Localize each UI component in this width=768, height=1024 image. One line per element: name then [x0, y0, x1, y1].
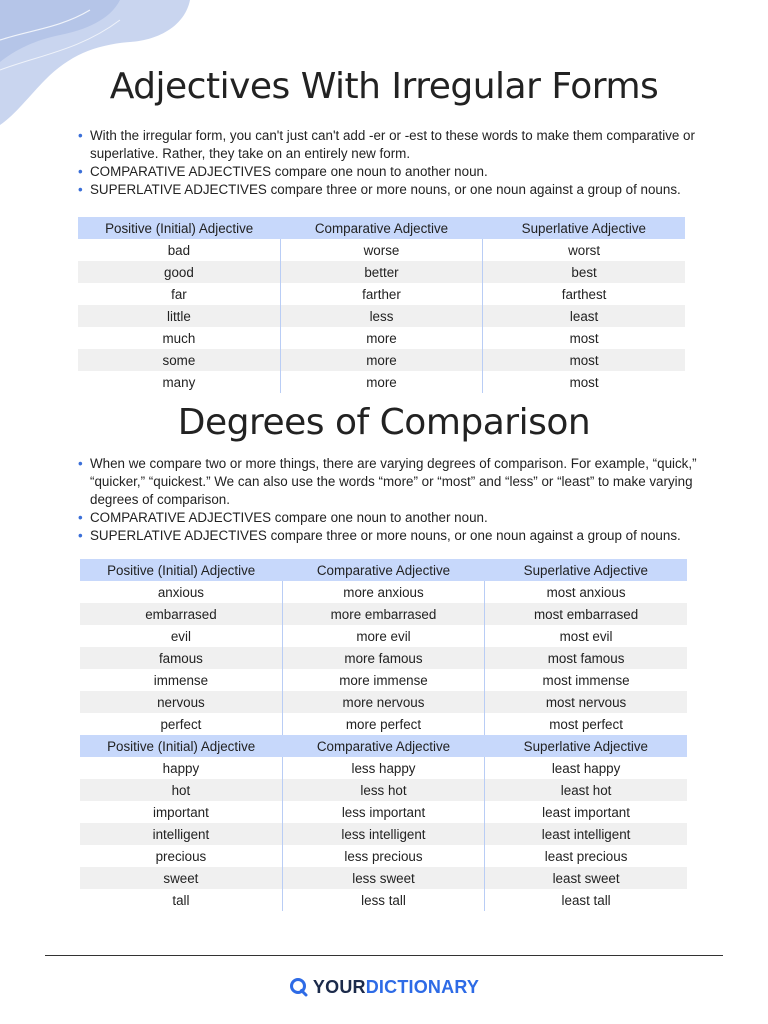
magnifier-q-icon	[289, 977, 309, 997]
table-row	[78, 305, 685, 327]
bullet-item: • With the irregular form, you can't just can't add -er or -est to these words to make them comparative or superlative. Rather, they take on an entirely new form.	[78, 127, 698, 163]
cell-superlative: least important	[485, 801, 687, 823]
cell-positive: precious	[155, 848, 207, 864]
cell-superlative: most perfect	[485, 713, 687, 735]
cell-comparative: less intelligent	[282, 823, 484, 845]
cell-superlative: least	[483, 305, 685, 327]
cell-comparative: less tall	[282, 889, 484, 911]
intro-bullets-degrees	[78, 455, 698, 545]
decorative-wave-shape	[0, 0, 200, 130]
cell-positive: intelligent	[80, 823, 282, 845]
cell-superlative: most anxious	[485, 581, 687, 603]
cell-comparative: more	[280, 371, 482, 393]
cell-comparative: less happy	[282, 757, 484, 779]
cell-positive: perfect	[160, 716, 202, 732]
column-header-superlative: Superlative Adjective	[485, 559, 687, 581]
logo-text-your: YOUR	[312, 976, 366, 997]
cell-superlative: most	[483, 349, 685, 371]
table-row	[78, 239, 685, 261]
bullet-item: • When we compare two or more things, there are varying degrees of comparison. For example, “quick,” “quicker,” “quickest.” We can also use the words “more” or “most” and “less” or “least” to make varying degrees of comparison.	[78, 455, 698, 509]
footer-divider	[45, 955, 723, 956]
table-row	[78, 349, 685, 371]
cell-comparative: more perfect	[282, 713, 484, 735]
cell-positive: far	[171, 286, 187, 302]
column-header-superlative: Superlative Adjective	[485, 735, 687, 757]
column-header-comparative: Comparative Adjective	[280, 217, 482, 239]
table-row	[80, 757, 687, 779]
table-row	[80, 845, 687, 867]
bullet-item: • COMPARATIVE ADJECTIVES compare one noun to another noun.	[78, 163, 698, 181]
cell-positive: many	[162, 374, 196, 390]
cell-comparative: more famous	[282, 647, 484, 669]
cell-superlative: least precious	[485, 845, 687, 867]
cell-positive: anxious	[157, 584, 204, 600]
cell-comparative: less sweet	[282, 867, 484, 889]
cell-superlative: worst	[483, 239, 685, 261]
cell-superlative: most	[483, 327, 685, 349]
table-row	[78, 261, 685, 283]
table-subheader-row	[80, 735, 687, 757]
cell-positive: nervous	[80, 691, 282, 713]
table-row	[80, 647, 687, 669]
cell-comparative: worse	[280, 239, 482, 261]
column-header-positive: Positive (Initial) Adjective	[80, 735, 282, 757]
cell-superlative: best	[483, 261, 685, 283]
cell-superlative: most immense	[485, 669, 687, 691]
table-header-row	[78, 217, 685, 239]
table-header-row	[80, 559, 687, 581]
table-row	[80, 779, 687, 801]
cell-positive: little	[78, 305, 280, 327]
cell-comparative: more	[280, 349, 482, 371]
cell-superlative: least happy	[485, 757, 687, 779]
cell-comparative: less important	[282, 801, 484, 823]
cell-comparative: more immense	[282, 669, 484, 691]
cell-comparative: more embarrased	[282, 603, 484, 625]
cell-superlative: farthest	[483, 283, 685, 305]
column-header-comparative: Comparative Adjective	[282, 735, 484, 757]
section-title-degrees: Degrees of Comparison	[177, 402, 591, 443]
logo-text-dictionary: DICTIONARY	[365, 976, 480, 997]
bullet-item: • SUPERLATIVE ADJECTIVES compare three or more nouns, or one noun against a group of nouns.	[78, 527, 698, 545]
cell-positive: much	[162, 330, 196, 346]
table-row	[78, 283, 685, 305]
cell-comparative: farther	[280, 283, 482, 305]
table-row	[80, 691, 687, 713]
cell-comparative: more evil	[282, 625, 484, 647]
cell-positive: evil	[170, 628, 191, 644]
cell-superlative: least tall	[485, 889, 687, 911]
cell-comparative: less hot	[282, 779, 484, 801]
cell-positive: hot	[80, 779, 282, 801]
table-row	[78, 371, 685, 393]
table-row	[80, 625, 687, 647]
bullet-item: • SUPERLATIVE ADJECTIVES compare three or more nouns, or one noun against a group of nouns.	[78, 181, 698, 199]
column-header-positive: Positive (Initial) Adjective	[80, 559, 282, 581]
table-row	[80, 867, 687, 889]
cell-comparative: more nervous	[282, 691, 484, 713]
cell-superlative: most embarrased	[485, 603, 687, 625]
cell-positive: bad	[167, 242, 191, 258]
irregular-adjectives-table	[78, 217, 685, 393]
cell-superlative: most nervous	[485, 691, 687, 713]
yourdictionary-logo	[0, 976, 768, 998]
cell-superlative: least sweet	[485, 867, 687, 889]
column-header-comparative: Comparative Adjective	[282, 559, 484, 581]
table-row	[80, 713, 687, 735]
cell-positive: happy	[162, 760, 200, 776]
cell-positive: important	[153, 804, 209, 820]
table-row	[80, 669, 687, 691]
column-header-superlative: Superlative Adjective	[483, 217, 685, 239]
table-row	[80, 823, 687, 845]
cell-positive: some	[78, 349, 280, 371]
cell-positive: famous	[80, 647, 282, 669]
cell-superlative: most evil	[485, 625, 687, 647]
cell-comparative: less	[280, 305, 482, 327]
cell-superlative: most famous	[485, 647, 687, 669]
cell-superlative: most	[483, 371, 685, 393]
table-row	[80, 801, 687, 823]
cell-superlative: least hot	[485, 779, 687, 801]
table-row	[80, 889, 687, 911]
column-header-positive: Positive (Initial) Adjective	[78, 217, 280, 239]
cell-positive: tall	[172, 892, 190, 908]
cell-positive: embarrased	[80, 603, 282, 625]
cell-superlative: least intelligent	[485, 823, 687, 845]
intro-bullets-irregular	[78, 127, 698, 199]
section-title-irregular: Adjectives With Irregular Forms	[109, 66, 659, 107]
cell-positive: sweet	[80, 867, 282, 889]
cell-comparative: more	[280, 327, 482, 349]
table-row	[80, 603, 687, 625]
cell-comparative: less precious	[282, 845, 484, 867]
cell-comparative: better	[280, 261, 482, 283]
degrees-comparison-table	[80, 559, 687, 911]
cell-positive: immense	[153, 672, 209, 688]
table-row	[80, 581, 687, 603]
table-row	[78, 327, 685, 349]
cell-comparative: more anxious	[282, 581, 484, 603]
cell-positive: good	[78, 261, 280, 283]
bullet-item: • COMPARATIVE ADJECTIVES compare one noun to another noun.	[78, 509, 698, 527]
